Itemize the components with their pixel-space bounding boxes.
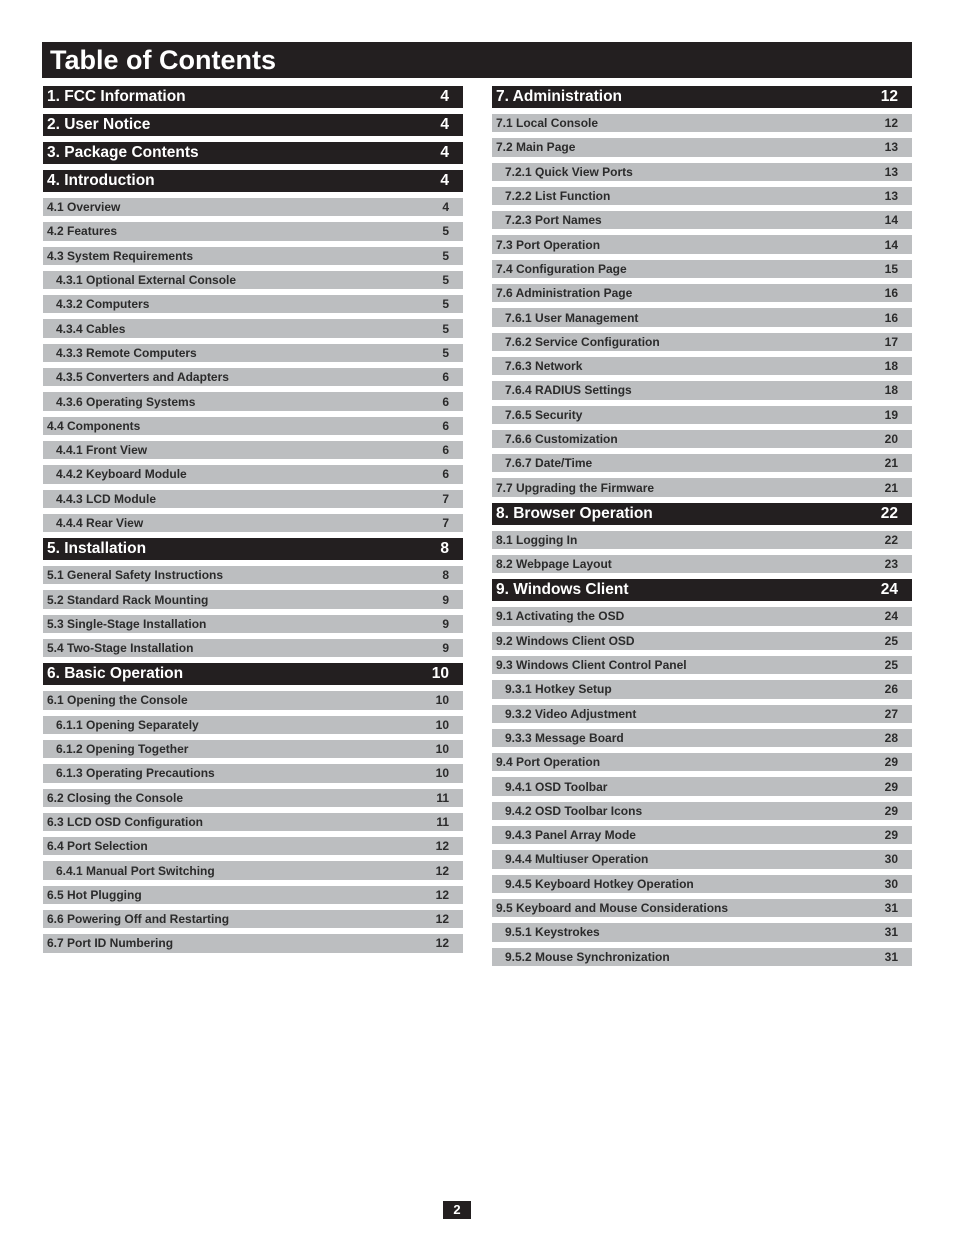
toc-entry-label: 9.5 Keyboard and Mouse Considerations	[496, 901, 729, 916]
toc-entry-page: 31	[884, 925, 898, 940]
toc-entry[interactable]	[492, 235, 912, 253]
toc-entry-label: 4.3.6 Operating Systems	[56, 394, 196, 409]
toc-entry-label: 4.4.4 Rear View	[56, 516, 144, 530]
toc-entry-page: 5	[442, 321, 449, 336]
toc-entry-page: 4	[440, 88, 449, 105]
toc-entry-label: 7.6.3 Network	[505, 359, 583, 374]
toc-entry-label: 9.4.1 OSD Toolbar	[505, 779, 608, 794]
toc-entry-page: 4	[440, 172, 449, 189]
toc-entry[interactable]	[43, 368, 463, 386]
toc-entry-page: 9	[442, 641, 449, 656]
toc-entry[interactable]	[492, 357, 912, 375]
toc-entry[interactable]	[43, 716, 463, 734]
toc-entry-page: 10	[435, 766, 449, 781]
toc-entry-label: 4.3.5 Converters and Adapters	[56, 370, 229, 385]
toc-entry-page: 6	[442, 443, 449, 458]
toc-entry-page: 4	[440, 144, 449, 161]
toc-entry[interactable]	[43, 764, 463, 782]
toc-entry[interactable]	[492, 826, 912, 844]
toc-entry-page: 31	[884, 949, 898, 964]
toc-entry-label: 8.1 Logging In	[496, 532, 578, 547]
toc-entry[interactable]	[492, 138, 912, 156]
toc-entry-page: 22	[884, 532, 898, 547]
toc-entry[interactable]	[492, 753, 912, 771]
toc-entry-page: 12	[435, 863, 449, 878]
toc-entry-label: 6.3 LCD OSD Configuration	[47, 814, 203, 829]
toc-entry-label: 7.4 Configuration Page	[496, 261, 627, 276]
toc-entry-label: 6. Basic Operation	[47, 665, 184, 683]
toc-entry-label: 6.7 Port ID Numbering	[47, 936, 174, 951]
toc-entry-label: 6.6 Powering Off and Restarting	[47, 912, 230, 927]
toc-entry-label: 5. Installation	[47, 540, 147, 558]
toc-entry-page: 19	[884, 407, 898, 422]
toc-entry-page: 10	[431, 665, 449, 683]
toc-entry-page: 9	[442, 592, 449, 607]
toc-entry-page: 13	[884, 164, 898, 179]
toc-entry-label: 9.4.4 Multiuser Operation	[505, 852, 649, 867]
toc-entry[interactable]	[43, 247, 463, 265]
toc-section-heading[interactable]	[43, 170, 463, 192]
toc-entry-page: 21	[884, 480, 898, 495]
toc-entry-label: 6.1.2 Opening Together	[56, 742, 189, 757]
toc-entry-page: 10	[435, 717, 449, 732]
toc-entry-page: 4	[440, 116, 449, 133]
toc-entry-label: 5.1 General Safety Instructions	[47, 568, 224, 583]
toc-entry[interactable]	[43, 566, 463, 584]
toc-entry-label: 7.6.2 Service Configuration	[505, 334, 660, 349]
toc-entry-label: 9.2 Windows Client OSD	[496, 633, 635, 648]
toc-entry-label: 7.6.1 User Management	[505, 310, 639, 325]
toc-section-heading[interactable]	[492, 503, 912, 525]
toc-entry-page: 11	[436, 790, 449, 805]
toc-entry-page: 12	[435, 912, 449, 927]
toc-entry-label: 9.3 Windows Client Control Panel	[496, 658, 687, 673]
toc-entry-label: 4.4.2 Keyboard Module	[56, 467, 187, 482]
toc-entry-label: 9.4.2 OSD Toolbar Icons	[505, 803, 643, 818]
toc-entry-label: 6.1.3 Operating Precautions	[56, 766, 215, 781]
toc-entry-page: 16	[884, 310, 898, 325]
toc-entry[interactable]	[492, 850, 912, 868]
toc-entry[interactable]	[492, 705, 912, 723]
toc-entry[interactable]	[43, 490, 463, 508]
toc-entry-label: 7.3 Port Operation	[496, 237, 601, 252]
toc-entry[interactable]	[43, 344, 463, 362]
toc-entry-page: 12	[884, 116, 898, 131]
toc-entry-page: 6	[442, 418, 449, 433]
toc-entry-page: 29	[884, 779, 898, 794]
toc-entry-label: 9.3.3 Message Board	[505, 730, 624, 745]
toc-entry-page: 7	[442, 491, 449, 506]
toc-entry-label: 7.7 Upgrading the Firmware	[496, 480, 655, 495]
toc-entry-page: 31	[884, 901, 898, 916]
toc-entry-page: 29	[884, 828, 898, 843]
toc-entry-page: 5	[442, 224, 449, 239]
toc-entry[interactable]	[492, 284, 912, 302]
toc-entry-page: 25	[884, 658, 898, 673]
toc-entry-page: 29	[884, 803, 898, 818]
toc-entry-label: 7.6.5 Security	[505, 407, 583, 422]
toc-entry[interactable]	[492, 680, 912, 698]
toc-right-column	[492, 86, 912, 972]
toc-entry[interactable]	[492, 430, 912, 448]
toc-entry-page: 4	[442, 200, 449, 215]
toc-entry-label: 6.4 Port Selection	[47, 839, 148, 854]
toc-entry-label: 8.2 Webpage Layout	[496, 557, 612, 572]
toc-entry-label: 9.5.1 Keystrokes	[505, 925, 600, 940]
toc-entry-page: 26	[884, 682, 898, 697]
toc-entry-label: 4.2 Features	[47, 224, 118, 239]
toc-entry[interactable]	[492, 406, 912, 424]
toc-entry[interactable]	[492, 729, 912, 747]
toc-entry[interactable]	[492, 114, 912, 132]
toc-entry-page: 12	[880, 88, 898, 105]
toc-entry[interactable]	[43, 886, 463, 904]
toc-entry[interactable]	[492, 333, 912, 351]
toc-entry-label: 3. Package Contents	[47, 144, 199, 161]
toc-entry-page: 6	[442, 370, 449, 385]
toc-entry-label: 4. Introduction	[47, 172, 155, 189]
toc-section-heading[interactable]	[43, 86, 463, 108]
toc-entry[interactable]	[492, 802, 912, 820]
toc-section-heading[interactable]	[492, 86, 912, 108]
toc-entry-page: 30	[884, 852, 898, 867]
toc-entry[interactable]	[43, 465, 463, 483]
toc-entry[interactable]	[43, 417, 463, 435]
toc-entry[interactable]	[492, 875, 912, 893]
toc-entry-page: 7	[442, 516, 449, 530]
toc-entry[interactable]	[43, 861, 463, 879]
toc-entry-page: 6	[442, 467, 449, 482]
toc-left-column	[43, 86, 463, 959]
toc-entry-label: 9.4.5 Keyboard Hotkey Operation	[505, 876, 694, 891]
toc-entry-label: 9.5.2 Mouse Synchronization	[505, 949, 670, 964]
toc-entry-page: 5	[442, 248, 449, 263]
toc-entry-label: 4.4.3 LCD Module	[56, 491, 157, 506]
toc-entry[interactable]	[43, 295, 463, 313]
toc-entry[interactable]	[492, 607, 912, 625]
toc-entry-page: 24	[884, 609, 898, 624]
toc-entry[interactable]	[492, 211, 912, 229]
toc-entry-label: 5.2 Standard Rack Mounting	[47, 592, 209, 607]
toc-entry-label: 6.1 Opening the Console	[47, 693, 188, 708]
toc-section-heading[interactable]	[43, 663, 463, 685]
toc-entry-page: 10	[435, 693, 449, 708]
toc-entry-page: 17	[884, 334, 898, 349]
toc-entry-label: 4.3.4 Cables	[56, 321, 126, 336]
toc-section-heading[interactable]	[492, 579, 912, 601]
page-number: 2	[443, 1201, 471, 1219]
toc-entry[interactable]	[492, 777, 912, 795]
toc-entry-label: 1. FCC Information	[47, 88, 186, 105]
toc-entry[interactable]	[492, 308, 912, 326]
toc-entry[interactable]	[43, 740, 463, 758]
toc-entry[interactable]	[492, 899, 912, 917]
toc-entry-label: 5.4 Two-Stage Installation	[47, 641, 194, 656]
toc-entry-label: 7.2.2 List Function	[505, 189, 611, 204]
toc-entry-page: 20	[884, 432, 898, 446]
toc-entry[interactable]	[492, 632, 912, 650]
toc-section-heading[interactable]	[43, 114, 463, 136]
toc-entry[interactable]	[43, 910, 463, 928]
toc-entry-label: 7.6 Administration Page	[496, 286, 633, 301]
toc-entry-page: 11	[436, 814, 449, 829]
toc-entry-label: 7.2.3 Port Names	[505, 213, 602, 228]
toc-entry[interactable]	[492, 478, 912, 496]
toc-entry-label: 7.6.4 RADIUS Settings	[505, 383, 632, 398]
toc-section-heading[interactable]	[43, 142, 463, 164]
toc-entry-label: 9.4 Port Operation	[496, 755, 601, 770]
toc-entry[interactable]	[43, 198, 463, 216]
toc-entry[interactable]	[43, 590, 463, 608]
toc-entry-page: 21	[884, 456, 898, 471]
toc-entry-label: 4.3.2 Computers	[56, 297, 150, 312]
toc-entry-label: 6.5 Hot Plugging	[47, 887, 142, 902]
toc-entry[interactable]	[492, 163, 912, 181]
toc-entry-page: 28	[884, 730, 898, 745]
toc-entry-label: 4.4.1 Front View	[56, 443, 148, 458]
toc-entry-label: 9.4.3 Panel Array Mode	[505, 828, 636, 843]
toc-entry-page: 24	[880, 581, 898, 599]
toc-entry-page: 10	[435, 742, 449, 757]
toc-entry-page: 14	[884, 237, 898, 252]
toc-entry-page: 5	[442, 273, 449, 288]
toc-entry[interactable]	[43, 441, 463, 459]
toc-entry-page: 5	[442, 297, 449, 312]
toc-entry-label: 9.3.2 Video Adjustment	[505, 706, 637, 721]
toc-entry-page: 8	[442, 568, 449, 583]
toc-entry-page: 16	[884, 286, 898, 301]
toc-entry[interactable]	[43, 934, 463, 952]
toc-entry[interactable]	[43, 639, 463, 657]
toc-entry[interactable]	[492, 948, 912, 966]
toc-entry-page: 15	[884, 261, 898, 276]
toc-entry[interactable]	[43, 514, 463, 532]
toc-entry[interactable]	[492, 260, 912, 278]
toc-entry-label: 4.3 System Requirements	[47, 248, 194, 263]
toc-entry-page: 18	[884, 359, 898, 374]
toc-entry-label: 7.6.6 Customization	[505, 432, 618, 446]
toc-entry-label: 6.1.1 Opening Separately	[56, 717, 199, 732]
toc-entry-page: 5	[442, 345, 449, 360]
toc-section-heading[interactable]	[43, 538, 463, 560]
toc-entry-label: 4.3.1 Optional External Console	[56, 273, 237, 288]
toc-entry[interactable]	[492, 531, 912, 549]
toc-entry[interactable]	[492, 381, 912, 399]
toc-entry-page: 30	[884, 876, 898, 891]
toc-entry-label: 6.4.1 Manual Port Switching	[56, 863, 215, 878]
toc-entry-page: 12	[435, 936, 449, 951]
toc-entry[interactable]	[492, 656, 912, 674]
toc-entry-page: 23	[884, 557, 898, 572]
toc-entry-label: 5.3 Single-Stage Installation	[47, 616, 207, 631]
toc-entry-page: 13	[884, 140, 898, 155]
toc-entry-label: 4.4 Components	[47, 418, 141, 433]
toc-entry-label: 7.1 Local Console	[496, 116, 599, 131]
toc-entry[interactable]	[492, 555, 912, 573]
toc-entry[interactable]	[43, 837, 463, 855]
toc-entry-label: 7.2 Main Page	[496, 140, 576, 155]
toc-entry-page: 12	[435, 839, 449, 854]
toc-entry[interactable]	[43, 615, 463, 633]
toc-entry-label: 8. Browser Operation	[496, 504, 653, 522]
toc-entry-page: 14	[884, 213, 898, 228]
toc-entry[interactable]	[492, 923, 912, 941]
toc-entry[interactable]	[43, 691, 463, 709]
toc-entry-label: 7.2.1 Quick View Ports	[505, 164, 633, 179]
toc-entry-page: 27	[884, 706, 898, 721]
toc-entry[interactable]	[43, 319, 463, 337]
toc-entry-page: 18	[884, 383, 898, 398]
toc-entry[interactable]	[43, 222, 463, 240]
toc-entry-label: 4.3.3 Remote Computers	[56, 345, 197, 360]
toc-entry[interactable]	[492, 454, 912, 472]
toc-entry-page: 13	[884, 189, 898, 204]
toc-entry-page: 22	[880, 504, 898, 522]
page-title: Table of Contents	[42, 42, 912, 78]
toc-entry-label: 7.6.7 Date/Time	[505, 456, 593, 471]
toc-entry-label: 9. Windows Client	[496, 581, 629, 599]
toc-entry[interactable]	[43, 271, 463, 289]
toc-entry-page: 12	[435, 887, 449, 902]
toc-entry-page: 8	[440, 540, 449, 558]
toc-entry-label: 2. User Notice	[47, 116, 151, 133]
toc-entry[interactable]	[492, 187, 912, 205]
toc-entry-label: 6.2 Closing the Console	[47, 790, 184, 805]
toc-entry[interactable]	[43, 392, 463, 410]
toc-entry-page: 9	[442, 616, 449, 631]
toc-entry-label: 9.3.1 Hotkey Setup	[505, 682, 612, 697]
toc-entry[interactable]	[43, 789, 463, 807]
toc-entry[interactable]	[43, 813, 463, 831]
toc-entry-page: 25	[884, 633, 898, 648]
toc-entry-page: 29	[884, 755, 898, 770]
toc-entry-label: 4.1 Overview	[47, 200, 121, 215]
toc-entry-page: 6	[442, 394, 449, 409]
toc-entry-label: 7. Administration	[496, 88, 623, 105]
toc-entry-label: 9.1 Activating the OSD	[496, 609, 625, 624]
